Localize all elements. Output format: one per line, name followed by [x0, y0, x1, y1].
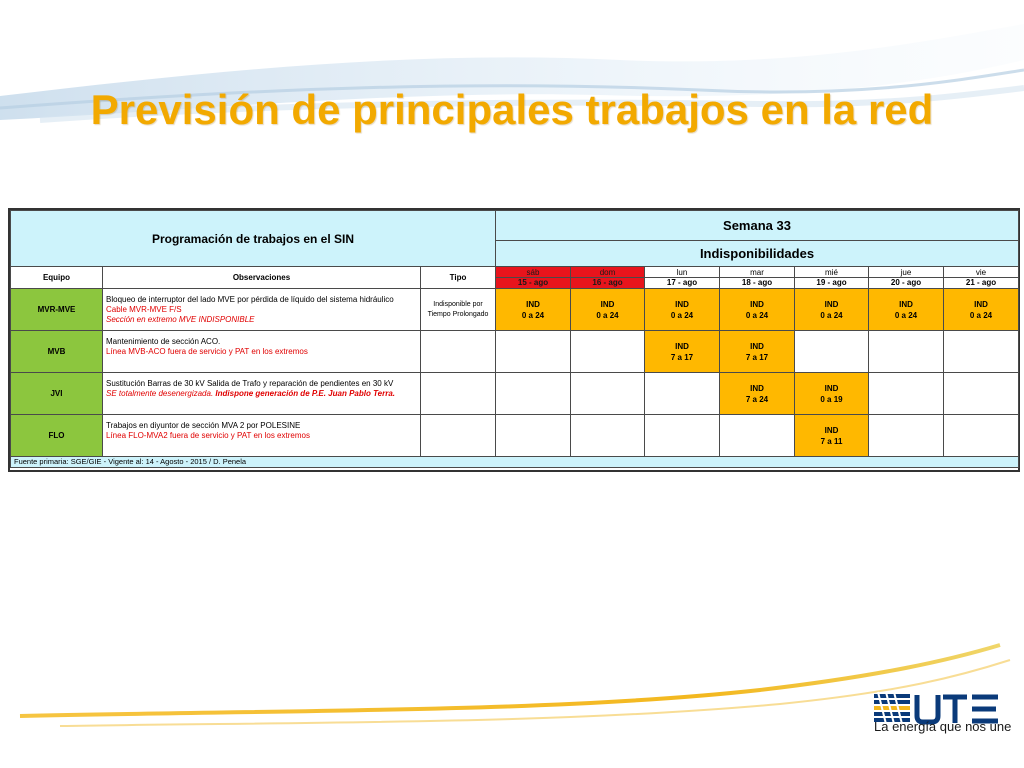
- unavailability-cell: IND 0 a 19: [795, 373, 869, 415]
- unavailability-cell: IND 7 a 24: [720, 373, 795, 415]
- empty-cell: [571, 331, 645, 373]
- empty-cell: [571, 373, 645, 415]
- observation-cell: Bloqueo de interruptor del lado MVE por pérdida de líquido del sistema hidráulico Cable MVR-MVE F/S Sección en extremo MVE INDISPONIBLE: [103, 289, 421, 331]
- column-header-observaciones: Observaciones: [103, 267, 421, 289]
- equipment-cell: MVR-MVE: [11, 289, 103, 331]
- type-cell: Indisponible por Tiempo Prolongado: [421, 289, 496, 331]
- day-header: lun 17 - ago: [645, 267, 720, 289]
- empty-cell: [869, 331, 944, 373]
- schedule-grid: [10, 210, 1019, 468]
- empty-cell: [720, 415, 795, 457]
- empty-cell: [645, 373, 720, 415]
- unavailability-cell: IND 0 a 24: [496, 289, 571, 331]
- observation-cell: Sustitución Barras de 30 kV Salida de Trafo y reparación de pendientes en 30 kV SE totalmente desenergizada. Indispone generación de P.E. Juan Pablo Terra.: [103, 373, 421, 415]
- type-cell: [421, 415, 496, 457]
- empty-cell: [496, 331, 571, 373]
- logo-tagline: La energía que nos une: [874, 719, 1012, 734]
- unavailability-cell: IND 7 a 17: [645, 331, 720, 373]
- day-header: sáb 15 - ago: [496, 267, 571, 289]
- table-row: [11, 415, 1019, 457]
- day-header: dom 16 - ago: [571, 267, 645, 289]
- empty-cell: [944, 331, 1019, 373]
- unavailability-header: Indisponibilidades: [496, 241, 1019, 267]
- day-header: mié 19 - ago: [795, 267, 869, 289]
- week-header: Semana 33: [496, 211, 1019, 241]
- day-header: jue 20 - ago: [869, 267, 944, 289]
- unavailability-cell: IND 0 a 24: [720, 289, 795, 331]
- unavailability-cell: IND 0 a 24: [795, 289, 869, 331]
- empty-cell: [869, 373, 944, 415]
- column-header-tipo: Tipo: [421, 267, 496, 289]
- observation-cell: Trabajos en diyuntor de sección MVA 2 por POLESINE Línea FLO-MVA2 fuera de servicio y PAT en los extremos: [103, 415, 421, 457]
- day-header: mar 18 - ago: [720, 267, 795, 289]
- empty-cell: [496, 373, 571, 415]
- equipment-cell: MVB: [11, 331, 103, 373]
- empty-cell: [571, 415, 645, 457]
- equipment-cell: FLO: [11, 415, 103, 457]
- empty-cell: [944, 373, 1019, 415]
- column-header-equipo: Equipo: [11, 267, 103, 289]
- type-cell: [421, 373, 496, 415]
- empty-cell: [645, 415, 720, 457]
- source-footer: Fuente primaria: SGE/GIE - Vigente al: 14 - Agosto - 2015 / D. Penela: [11, 457, 1019, 468]
- unavailability-cell: IND 0 a 24: [645, 289, 720, 331]
- unavailability-cell: IND 7 a 17: [720, 331, 795, 373]
- observation-cell: Mantenimiento de sección ACO. Línea MVB-ACO fuera de servicio y PAT en los extremos: [103, 331, 421, 373]
- page-title: Previsión de principales trabajos en la red: [90, 86, 934, 133]
- empty-cell: [795, 331, 869, 373]
- empty-cell: [869, 415, 944, 457]
- table-row: [11, 289, 1019, 331]
- schedule-table: [8, 208, 1020, 472]
- schedule-main-header: Programación de trabajos en el SIN: [11, 211, 496, 267]
- empty-cell: [944, 415, 1019, 457]
- table-row: [11, 331, 1019, 373]
- unavailability-cell: IND 0 a 24: [571, 289, 645, 331]
- table-row: [11, 373, 1019, 415]
- unavailability-cell: IND 0 a 24: [869, 289, 944, 331]
- empty-cell: [496, 415, 571, 457]
- unavailability-cell: IND 0 a 24: [944, 289, 1019, 331]
- unavailability-cell: IND 7 a 11: [795, 415, 869, 457]
- day-header: vie 21 - ago: [944, 267, 1019, 289]
- equipment-cell: JVI: [11, 373, 103, 415]
- type-cell: [421, 331, 496, 373]
